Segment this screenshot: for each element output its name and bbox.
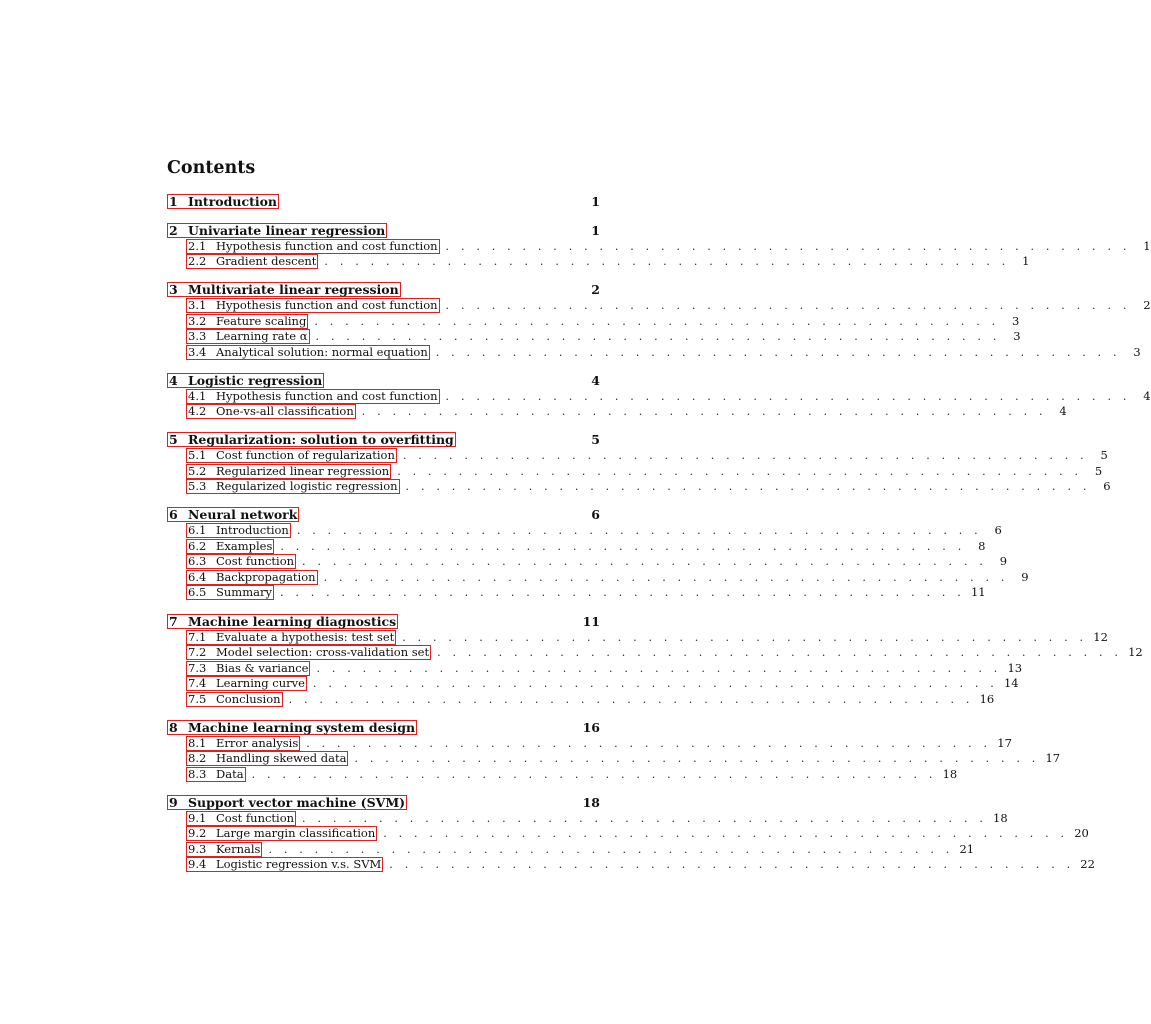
section-page-number: 18 (582, 794, 600, 810)
toc-section-link[interactable] (167, 720, 417, 735)
subsection-number: 3.1 (188, 298, 207, 313)
section-number: 2 (169, 222, 178, 238)
toc-subsection-link[interactable] (186, 585, 274, 600)
toc-subsection-entry (167, 313, 1020, 330)
section-page-number: 5 (591, 432, 600, 448)
toc-section (167, 222, 1151, 270)
section-title: Support vector machine (SVM) (188, 794, 406, 810)
subsection-number: 3.4 (188, 344, 207, 359)
toc-subsection-link[interactable] (186, 661, 310, 676)
toc-subsection-entry (167, 676, 1019, 692)
toc-section-link[interactable] (167, 373, 324, 388)
toc-subsection-link[interactable] (186, 751, 348, 766)
toc-subsection-link[interactable] (186, 298, 440, 313)
dot-leader: . . . . . . . . . . . . . . . . . . . . . . . . . . . . . . . . . . . . . . . . . . . . . (268, 842, 954, 856)
subsection-title: Hypothesis function and cost function (216, 238, 438, 253)
toc-subsection-entry (167, 538, 986, 555)
toc-subsection-link[interactable] (186, 329, 310, 344)
dot-leader: . . . . . . . . . . . . . . . . . . . . . . . . . . . . . . . . . . . . . . . . . . . . . (306, 736, 992, 750)
toc-section (167, 432, 1111, 495)
toc-subsection-link[interactable] (186, 767, 246, 782)
dot-leader: . . . . . . . . . . . . . . . . . . . . . . . . . . . . . . . . . . . . . . . . . . . . . (296, 524, 982, 538)
toc-section-entry (167, 223, 600, 239)
toc-subsection-link[interactable] (186, 345, 430, 360)
section-number: 3 (169, 282, 178, 298)
subsection-number: 9.1 (188, 810, 207, 825)
toc-section (167, 507, 1029, 601)
toc-subsection-link[interactable] (186, 464, 391, 479)
subsection-title: Analytical solution: normal equation (216, 344, 428, 359)
dot-leader: . . . . . . . . . . . . . . . . . . . . . . . . . . . . . . . . . . . . . . . . . . . . . (437, 646, 1123, 660)
subsection-page-number: 5 (1094, 463, 1103, 478)
subsection-page-number: 6 (1103, 479, 1111, 494)
section-number: 9 (169, 794, 178, 810)
dot-leader: . . . . . . . . . . . . . . . . . . . . . . . . . . . . . . . . . . . . . . . . . . . . . (302, 555, 988, 569)
subsection-title: Learning rate α (216, 329, 308, 344)
toc-subsection-entry (167, 388, 1151, 405)
section-number: 6 (169, 507, 178, 523)
toc-section-link[interactable] (167, 432, 456, 447)
subsection-page-number: 13 (1007, 660, 1023, 675)
toc-subsection-link[interactable] (186, 826, 377, 841)
subsection-title: Evaluate a hypothesis: test set (216, 629, 395, 644)
toc-section (167, 613, 1143, 708)
dot-leader: . . . . . . . . . . . . . . . . . . . . . . . . . . . . . . . . . . . . . . . . . . . . . (361, 405, 1047, 419)
toc-subsection-entry (167, 479, 1111, 495)
subsection-title: One-vs-all classification (216, 404, 354, 419)
dot-leader: . . . . . . . . . . . . . . . . . . . . . . . . . . . . . . . . . . . . . . . . . . . . . (383, 827, 1069, 841)
subsection-title: Conclusion (216, 691, 281, 706)
dot-leader: . . . . . . . . . . . . . . . . . . . . . . . . . . . . . . . . . . . . . . . . . . . . . (251, 767, 937, 781)
dot-leader: . . . . . . . . . . . . . . . . . . . . . . . . . . . . . . . . . . . . . . . . . . . . . (312, 677, 998, 691)
toc-subsection-link[interactable] (186, 676, 307, 691)
section-page-number: 4 (591, 372, 600, 388)
toc-section-entry (167, 795, 600, 811)
section-number: 5 (169, 432, 178, 448)
subsection-number: 6.5 (188, 585, 207, 600)
subsection-number: 6.2 (188, 538, 207, 553)
subsection-title: Handling skewed data (216, 751, 347, 766)
toc-subsection-entry (167, 404, 1067, 420)
toc-subsection-entry (167, 569, 1029, 586)
subsection-number: 7.5 (188, 691, 207, 706)
dot-leader: . . . . . . . . . . . . . . . . . . . . . . . . . . . . . . . . . . . . . . . . . . . . . (314, 314, 1000, 328)
section-page-number: 11 (582, 613, 600, 629)
section-title: Multivariate linear regression (188, 282, 399, 298)
subsection-page-number: 12 (1093, 629, 1108, 644)
subsection-title: Summary (216, 585, 272, 600)
section-page-number: 6 (591, 507, 600, 523)
toc-section-link[interactable] (167, 507, 299, 522)
toc-subsection-link[interactable] (186, 448, 397, 463)
toc-section-entry (167, 373, 600, 389)
toc-subsection-entry (167, 463, 1103, 480)
page-title: Contents (167, 158, 256, 178)
subsection-page-number: 11 (970, 585, 986, 600)
subsection-page-number: 4 (1143, 388, 1151, 403)
toc-subsection-link[interactable] (186, 314, 308, 329)
dot-leader: . . . . . . . . . . . . . . . . . . . . . . . . . . . . . . . . . . . . . . . . . . . . . (302, 811, 988, 825)
toc-subsection-entry (167, 585, 986, 601)
toc-subsection-entry (167, 826, 1089, 842)
subsection-number: 9.3 (188, 841, 207, 856)
subsection-page-number: 16 (979, 691, 995, 706)
subsection-title: Model selection: cross-validation set (216, 645, 430, 660)
subsection-title: Regularized linear regression (216, 463, 390, 478)
section-page-number: 1 (591, 222, 600, 238)
subsection-number: 3.3 (188, 329, 207, 344)
toc-section-link[interactable] (167, 282, 401, 297)
subsection-number: 3.2 (188, 313, 207, 328)
subsection-page-number: 9 (999, 554, 1008, 569)
dot-leader: . . . . . . . . . . . . . . . . . . . . . . . . . . . . . . . . . . . . . . . . . . . . . (280, 539, 966, 553)
toc-subsection-entry (167, 841, 975, 858)
section-page-number: 16 (582, 719, 600, 735)
subsection-page-number: 2 (1143, 298, 1151, 313)
dot-leader: . . . . . . . . . . . . . . . . . . . . . . . . . . . . . . . . . . . . . . . . . . . . . (405, 480, 1091, 494)
subsection-number: 2.1 (188, 238, 207, 253)
toc-subsection-entry (167, 857, 1095, 873)
toc-subsection-link[interactable] (186, 570, 318, 585)
subsection-title: Large margin classification (216, 826, 376, 841)
toc-subsection-entry (167, 629, 1108, 646)
toc-subsection-entry (167, 554, 1008, 570)
subsection-title: Regularized logistic regression (216, 479, 398, 494)
section-title: Neural network (188, 507, 298, 523)
toc-section-entry (167, 720, 600, 736)
subsection-page-number: 4 (1059, 404, 1067, 419)
toc-subsection-link[interactable] (186, 842, 262, 857)
subsection-number: 8.2 (188, 751, 207, 766)
subsection-page-number: 5 (1100, 448, 1108, 463)
subsection-title: Error analysis (216, 735, 299, 750)
dot-leader: . . . . . . . . . . . . . . . . . . . . . . . . . . . . . . . . . . . . . . . . . . . . . (288, 692, 974, 706)
toc-subsection-link[interactable] (186, 645, 431, 660)
subsection-page-number: 6 (994, 523, 1002, 538)
toc-subsection-link[interactable] (186, 479, 400, 494)
toc-section (167, 372, 1151, 420)
subsection-title: Logistic regression v.s. SVM (216, 857, 382, 872)
toc-subsection-link[interactable] (186, 539, 274, 554)
subsection-page-number: 21 (959, 841, 975, 856)
dot-leader: . . . . . . . . . . . . . . . . . . . . . . . . . . . . . . . . . . . . . . . . . . . . . (323, 570, 1009, 584)
subsection-title: Hypothesis function and cost function (216, 298, 438, 313)
subsection-number: 8.1 (188, 735, 207, 750)
subsection-number: 4.1 (188, 388, 207, 403)
subsection-page-number: 17 (997, 735, 1012, 750)
toc-subsection-entry (167, 751, 1061, 767)
subsection-number: 7.1 (188, 629, 207, 644)
toc-subsection-link[interactable] (186, 239, 440, 254)
toc-subsection-link[interactable] (186, 389, 440, 404)
dot-leader: . . . . . . . . . . . . . . . . . . . . . . . . . . . . . . . . . . . . . . . . . . . . . (397, 464, 1083, 478)
toc-subsection-entry (167, 344, 1141, 361)
subsection-number: 5.3 (188, 479, 207, 494)
toc-subsection-link[interactable] (186, 736, 300, 751)
dot-leader: . . . . . . . . . . . . . . . . . . . . . . . . . . . . . . . . . . . . . . . . . . . . . (402, 630, 1088, 644)
subsection-page-number: 22 (1080, 857, 1095, 872)
toc-subsection-entry (167, 691, 995, 708)
toc-section-list (167, 194, 1151, 873)
dot-leader: . . . . . . . . . . . . . . . . . . . . . . . . . . . . . . . . . . . . . . . . . . . . . (279, 586, 965, 600)
toc-section-link[interactable] (167, 614, 398, 629)
toc-subsection-link[interactable] (186, 254, 318, 269)
toc-subsection-entry (167, 735, 1012, 752)
section-page-number: 2 (591, 282, 600, 298)
subsection-page-number: 14 (1003, 676, 1019, 691)
toc-section-link[interactable] (167, 194, 279, 209)
section-page-number: 1 (591, 194, 600, 209)
subsection-page-number: 3 (1012, 313, 1020, 328)
toc-subsection-entry (167, 448, 1108, 464)
toc-subsection-link[interactable] (186, 554, 296, 569)
toc-section-entry (167, 282, 600, 298)
toc-section-entry (167, 194, 600, 210)
toc-subsection-entry (167, 645, 1143, 661)
subsection-number: 6.1 (188, 523, 207, 538)
subsection-number: 6.3 (188, 554, 207, 569)
section-title: Introduction (188, 194, 278, 209)
subsection-page-number: 3 (1133, 344, 1141, 359)
toc-subsection-link[interactable] (186, 857, 383, 872)
subsection-title: Cost function of regularization (216, 448, 395, 463)
subsection-page-number: 9 (1021, 569, 1029, 584)
subsection-page-number: 20 (1074, 826, 1089, 841)
dot-leader: . . . . . . . . . . . . . . . . . . . . . . . . . . . . . . . . . . . . . . . . . . . . . (324, 255, 1010, 269)
toc-subsection-link[interactable] (186, 630, 396, 645)
toc-subsection-entry (167, 810, 1008, 827)
toc-section (167, 794, 1095, 873)
subsection-page-number: 1 (1143, 238, 1151, 253)
subsection-number: 9.4 (188, 857, 207, 872)
toc-section (167, 194, 600, 210)
section-title: Univariate linear regression (188, 222, 386, 238)
subsection-title: Examples (216, 538, 273, 553)
subsection-page-number: 12 (1128, 645, 1143, 660)
subsection-title: Feature scaling (216, 313, 307, 328)
toc-subsection-entry (167, 523, 1002, 539)
subsection-title: Kernals (216, 841, 261, 856)
subsection-number: 2.2 (188, 254, 207, 269)
subsection-page-number: 8 (978, 538, 986, 553)
table-of-contents (167, 156, 1151, 885)
toc-section-entry (167, 507, 600, 523)
toc-subsection-entry (167, 660, 1023, 677)
toc-section-entry (167, 432, 600, 448)
subsection-number: 7.2 (188, 645, 207, 660)
subsection-page-number: 18 (942, 766, 958, 781)
section-title: Logistic regression (188, 372, 323, 388)
dot-leader: . . . . . . . . . . . . . . . . . . . . . . . . . . . . . . . . . . . . . . . . . . . . . (316, 661, 1002, 675)
section-title: Regularization: solution to overfitting (188, 432, 454, 448)
toc-subsection-link[interactable] (186, 523, 291, 538)
toc-subsection-link[interactable] (186, 811, 296, 826)
subsection-number: 8.3 (188, 766, 207, 781)
section-title: Machine learning system design (188, 719, 416, 735)
dot-leader: . . . . . . . . . . . . . . . . . . . . . . . . . . . . . . . . . . . . . . . . . . . . . (435, 345, 1121, 359)
section-number: 1 (169, 194, 178, 209)
toc-subsection-link[interactable] (186, 404, 356, 419)
section-title: Machine learning diagnostics (188, 613, 397, 629)
dot-leader: . . . . . . . . . . . . . . . . . . . . . . . . . . . . . . . . . . . . . . . . . . . . . (354, 752, 1040, 766)
subsection-title: Gradient descent (216, 254, 317, 269)
toc-subsection-entry (167, 329, 1021, 345)
subsection-number: 5.2 (188, 463, 207, 478)
toc-section (167, 719, 1061, 783)
toc-section (167, 282, 1151, 360)
toc-section-link[interactable] (167, 795, 407, 810)
subsection-page-number: 18 (993, 810, 1008, 825)
section-number: 7 (169, 613, 178, 629)
toc-section-entry (167, 614, 600, 630)
subsection-page-number: 17 (1045, 751, 1061, 766)
subsection-number: 9.2 (188, 826, 207, 841)
dot-leader: . . . . . . . . . . . . . . . . . . . . . . . . . . . . . . . . . . . . . . . . . . . . . (445, 239, 1131, 253)
subsection-title: Learning curve (216, 676, 305, 691)
section-number: 4 (169, 372, 178, 388)
dot-leader: . . . . . . . . . . . . . . . . . . . . . . . . . . . . . . . . . . . . . . . . . . . . . (389, 858, 1075, 872)
toc-subsection-link[interactable] (186, 692, 283, 707)
section-number: 8 (169, 719, 178, 735)
subsection-number: 6.4 (188, 569, 207, 584)
subsection-number: 5.1 (188, 448, 207, 463)
subsection-number: 4.2 (188, 404, 207, 419)
subsection-number: 7.4 (188, 676, 207, 691)
subsection-title: Data (216, 766, 244, 781)
subsection-page-number: 3 (1013, 329, 1021, 344)
dot-leader: . . . . . . . . . . . . . . . . . . . . . . . . . . . . . . . . . . . . . . . . . . . . . (402, 449, 1088, 463)
toc-subsection-entry (167, 298, 1151, 314)
dot-leader: . . . . . . . . . . . . . . . . . . . . . . . . . . . . . . . . . . . . . . . . . . . . . (315, 330, 1001, 344)
toc-subsection-entry (167, 766, 958, 783)
subsection-title: Cost function (216, 554, 295, 569)
subsection-page-number: 1 (1022, 254, 1030, 269)
subsection-title: Introduction (216, 523, 289, 538)
dot-leader: . . . . . . . . . . . . . . . . . . . . . . . . . . . . . . . . . . . . . . . . . . . . . (445, 299, 1131, 313)
subsection-title: Cost function (216, 810, 295, 825)
dot-leader: . . . . . . . . . . . . . . . . . . . . . . . . . . . . . . . . . . . . . . . . . . . . . (445, 389, 1131, 403)
subsection-title: Backpropagation (216, 569, 316, 584)
subsection-title: Bias & variance (216, 660, 309, 675)
subsection-title: Hypothesis function and cost function (216, 388, 438, 403)
toc-subsection-entry (167, 238, 1151, 255)
toc-subsection-entry (167, 254, 1030, 270)
toc-section-link[interactable] (167, 223, 387, 238)
subsection-number: 7.3 (188, 660, 207, 675)
